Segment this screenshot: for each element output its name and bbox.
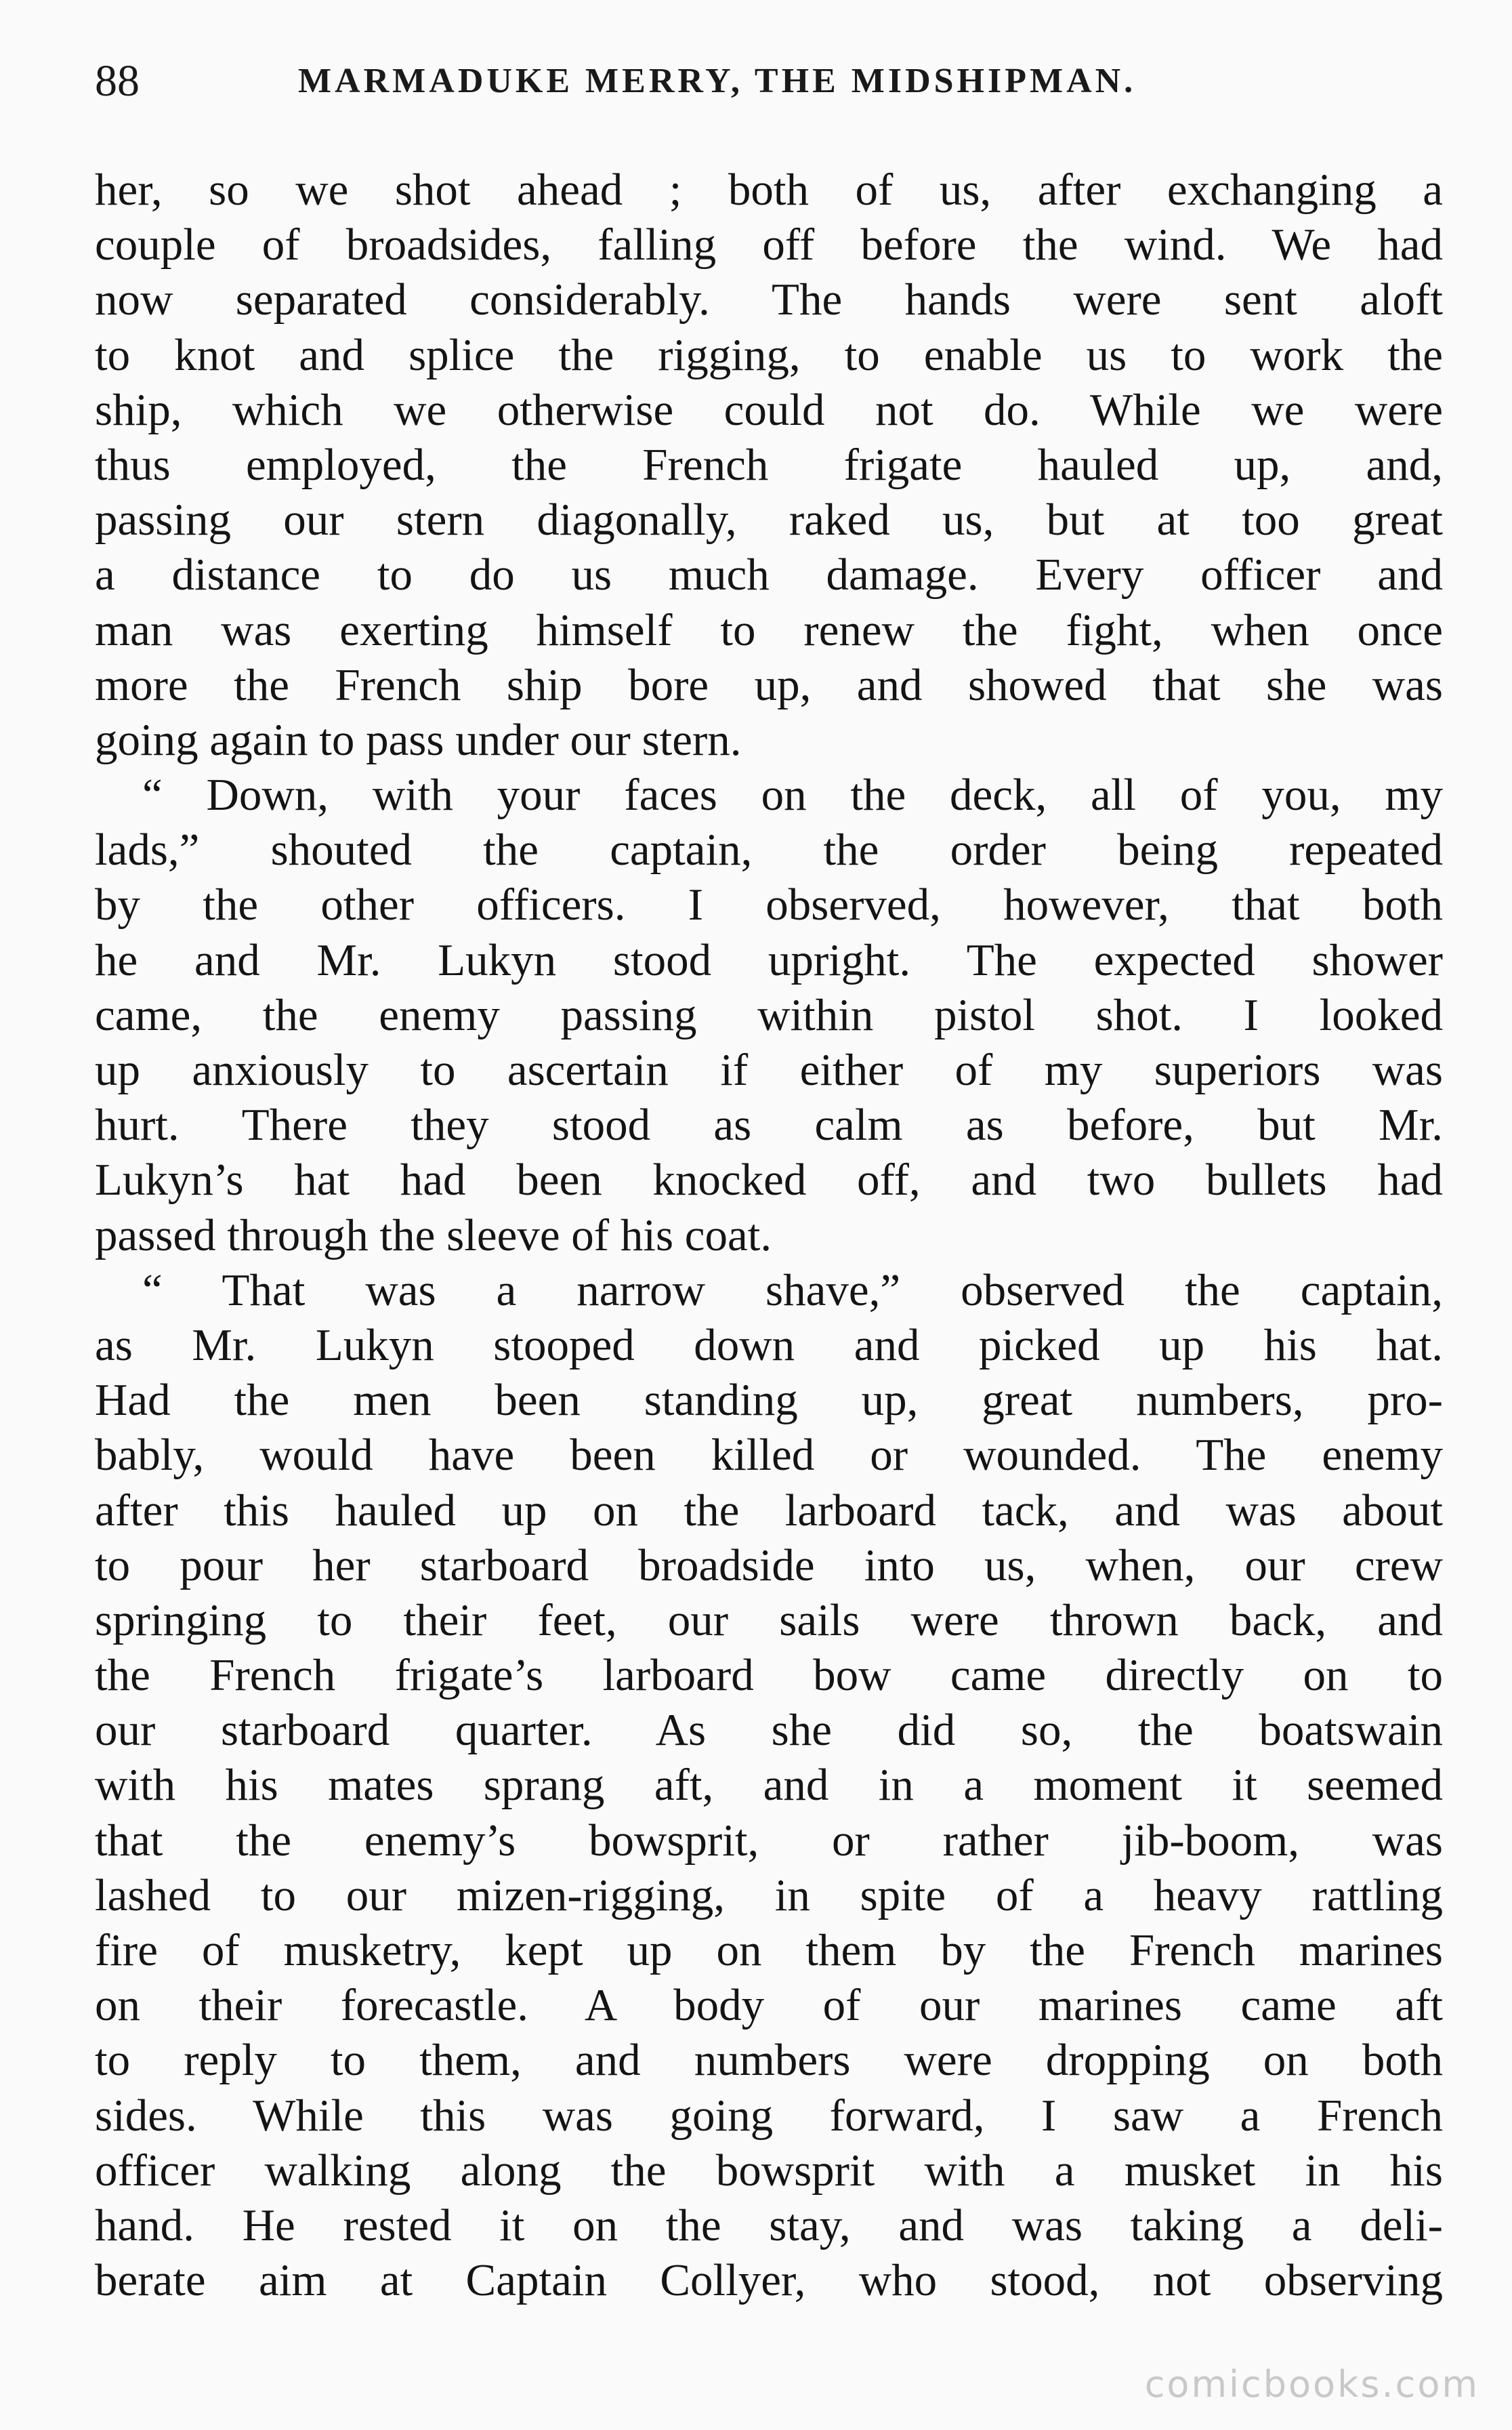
text-line: fire of musketry, kept up on them by the French marines bbox=[95, 1925, 1443, 1975]
text-line: that the enemy’s bowsprit, or rather jib-boom, was bbox=[95, 1815, 1443, 1866]
paragraph bbox=[95, 163, 1443, 768]
watermark: comicbooks.com bbox=[1144, 2363, 1479, 2406]
text-line: by the other officers. I observed, however, that both bbox=[95, 880, 1443, 930]
paragraph bbox=[95, 1263, 1443, 2309]
text-line: he and Mr. Lukyn stood upright. The expected shower bbox=[95, 934, 1443, 985]
running-head bbox=[95, 47, 1443, 115]
text-line: as Mr. Lukyn stooped down and picked up his hat. bbox=[95, 1319, 1443, 1370]
text-line: hand. He rested it on the stay, and was taking a deli- bbox=[95, 2200, 1443, 2250]
text-line: Lukyn’s hat had been knocked off, and two bullets had bbox=[95, 1155, 1443, 1206]
text-line: man was exerting himself to renew the fight, when once bbox=[95, 604, 1443, 655]
text-line: hurt. There they stood as calm as before, but Mr. bbox=[95, 1100, 1443, 1151]
text-line: a distance to do us much damage. Every officer and bbox=[95, 550, 1443, 600]
text-line: the French frigate’s larboard bow came directly on to bbox=[95, 1650, 1443, 1701]
text-line: with his mates sprang aft, and in a moment it seemed bbox=[95, 1760, 1443, 1811]
text-line: after this hauled up on the larboard tack, and was about bbox=[95, 1485, 1443, 1536]
text-line: sides. While this was going forward, I saw a French bbox=[95, 2090, 1443, 2141]
text-line: passing our stern diagonally, raked us, but at too great bbox=[95, 495, 1443, 545]
text-line: officer walking along the bowsprit with a musket in his bbox=[95, 2145, 1443, 2196]
text-line: springing to their feet, our sails were thrown back, and bbox=[95, 1594, 1443, 1645]
body-text bbox=[95, 163, 1443, 2308]
text-line: now separated considerably. The hands were sent aloft bbox=[95, 274, 1443, 325]
text-line: couple of broadsides, falling off before the wind. We had bbox=[95, 220, 1443, 270]
paragraph bbox=[95, 768, 1443, 1263]
text-line: bably, would have been killed or wounded. The enemy bbox=[95, 1430, 1443, 1481]
book-title: MARMADUKE MERRY, THE MIDSHIPMAN. bbox=[298, 62, 1137, 100]
text-line: more the French ship bore up, and showed that she was bbox=[95, 659, 1443, 710]
text-line: lashed to our mizen-rigging, in spite of a heavy rattling bbox=[95, 1870, 1443, 1920]
text-line: “ That was a narrow shave,” observed the captain, bbox=[142, 1264, 1443, 1315]
text-line: “ Down, with your faces on the deck, all of you, my bbox=[142, 770, 1443, 821]
text-line: to reply to them, and numbers were dropping on both bbox=[95, 2035, 1443, 2086]
text-line: on their forecastle. A body of our marines came aft bbox=[95, 1980, 1443, 2031]
text-line: to knot and splice the rigging, to enable us to work the bbox=[95, 329, 1443, 380]
text-line: ship, which we otherwise could not do. While we were bbox=[95, 384, 1443, 435]
text-line: passed through the sleeve of his coat. bbox=[95, 1210, 772, 1260]
text-line: thus employed, the French frigate hauled up, and, bbox=[95, 439, 1443, 490]
text-line: Had the men been standing up, great numbers, pro- bbox=[95, 1375, 1443, 1426]
text-line: going again to pass under our stern. bbox=[95, 714, 742, 765]
page-number: 88 bbox=[95, 56, 140, 106]
text-line: lads,” shouted the captain, the order being repeated bbox=[95, 825, 1443, 876]
text-line: berate aim at Captain Collyer, who stood, not observing bbox=[95, 2255, 1443, 2306]
text-line: up anxiously to ascertain if either of my superiors was bbox=[95, 1045, 1443, 1095]
text-line: to pour her starboard broadside into us, when, our crew bbox=[95, 1540, 1443, 1590]
text-line: her, so we shot ahead ; both of us, after exchanging a bbox=[95, 165, 1443, 215]
text-line: our starboard quarter. As she did so, the boatswain bbox=[95, 1705, 1443, 1756]
text-line: came, the enemy passing within pistol shot. I looked bbox=[95, 989, 1443, 1040]
